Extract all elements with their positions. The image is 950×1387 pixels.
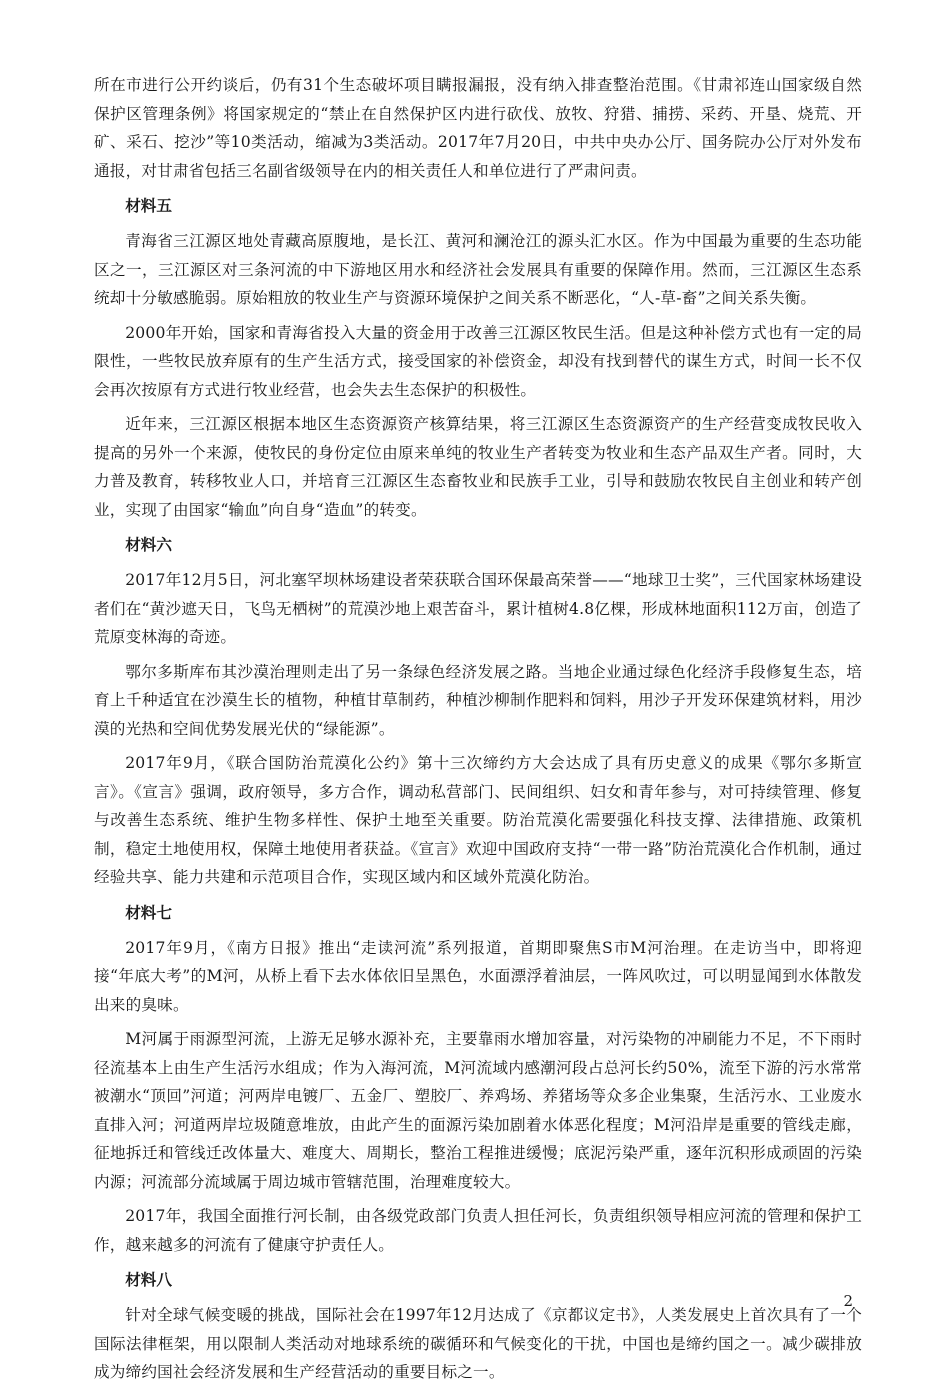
paragraph: 2017年12月5日，河北塞罕坝林场建设者荣获联合国环保最高荣誉——“地球卫士奖”，三代国家林场建设者们在“黄沙遮天日，飞鸟无栖树”的荒漠沙地上艰苦奋斗，累计植树4.8亿棵，形成林地面积112万亩，创造了荒原变林海的奇迹。	[94, 571, 862, 646]
paragraph: 近年来，三江源区根据本地区生态资源资产核算结果，将三江源区生态资源资产的生产经营变成牧民收入提高的另外一个来源，使牧民的身份定位由原来单纯的牧业生产者转变为牧业和生态产品双生产者。同时，大力普及教育，转移牧业人口，并培育三江源区生态畜牧业和民族手工业，引导和鼓励农牧民自主创业和转产创业，实现了由国家“输血”向自身“造血”的转变。	[94, 415, 862, 519]
paragraph-intro: 所在市进行公开约谈后，仍有31个生态破坏项目瞒报漏报，没有纳入排查整治范围。《甘肃祁连山国家级自然保护区管理条例》将国家规定的“禁止在自然保护区内进行砍伐、放牧、狩猎、捕捞、采药、开垦、烧荒、开矿、采石、挖沙”等10类活动，缩减为3类活动。2017年7月20日，中共中央办公厅、国务院办公厅对外发布通报，对甘肃省包括三名副省级领导在内的相关责任人和单位进行了严肃问责。	[94, 76, 862, 180]
page-number: 2	[843, 1292, 853, 1310]
paragraph: M河属于雨源型河流，上游无足够水源补充，主要靠雨水增加容量，对污染物的冲刷能力不足，不下雨时径流基本上由生产生活污水组成；作为入海河流，M河流域内感潮河段占总河长约50%，流至下游的污水常常被潮水“顶回”河道；河两岸电镀厂、五金厂、塑胶厂、养鸡场、养猪场等众多企业集聚，生活污水、工业废水直排入河；河道两岸垃圾随意堆放，由此产生的面源污染加剧着水体恶化程度；M河沿岸是重要的管线走廊，征地拆迁和管线迁改体量大、难度大、周期长，整治工程推进缓慢；底泥污染严重，逐年沉积形成顽固的污染内源；河流部分流域属于周边城市管辖范围，治理难度较大。	[94, 1030, 862, 1191]
paragraph: 鄂尔多斯库布其沙漠治理则走出了另一条绿色经济发展之路。当地企业通过绿色化经济手段修复生态，培育上千种适宜在沙漠生长的植物，种植甘草制药，种植沙柳制作肥料和饲料，用沙子开发环保建筑材料，用沙漠的光热和空间优势发展光伏的“绿能源”。	[94, 662, 862, 738]
heading-material-8: 材料八	[125, 1271, 172, 1289]
paragraph: 2017年9月，《南方日报》推出“走读河流”系列报道，首期即聚焦S市M河治理。在走访当中，即将迎接“年底大考”的M河，从桥上看下去水体依旧呈黑色，水面漂浮着油层，一阵风吹过，可以明显闻到水体散发出来的臭味。	[94, 938, 862, 1014]
heading-material-6: 材料六	[125, 536, 172, 554]
paragraph: 2017年9月，《联合国防治荒漠化公约》第十三次缔约方大会达成了具有历史意义的成果《鄂尔多斯宣言》。《宣言》强调，政府领导，多方合作，调动私营部门、民间组织、妇女和青年参与，对可持续管理、修复与改善生态系统、维护生物多样性、保护土地至关重要。防治荒漠化需要强化科技支撑、法律措施、政策机制，稳定土地使用权，保障土地使用者获益。《宣言》欢迎中国政府支持“一带一路”防治荒漠化合作机制，通过经验共享、能力共建和示范项目合作，实现区域内和区域外荒漠化防治。	[94, 754, 862, 886]
paragraph: 针对全球气候变暖的挑战，国际社会在1997年12月达成了《京都议定书》，人类发展史上首次具有了一个国际法律框架，用以限制人类活动对地球系统的碳循环和气候变化的干扰，中国也是缔约国之一。减少碳排放成为缔约国社会经济发展和生产经营活动的重要目标之一。	[94, 1306, 862, 1381]
paragraph: 2000年开始，国家和青海省投入大量的资金用于改善三江源区牧民生活。但是这种补偿方式也有一定的局限性，一些牧民放弃原有的生产生活方式，接受国家的补偿资金，却没有找到替代的谋生方式，时间一长不仅会再次按原有方式进行牧业经营，也会失去生态保护的积极性。	[94, 323, 862, 399]
paragraph: 2017年，我国全面推行河长制，由各级党政部门负责人担任河长，负责组织领导相应河流的管理和保护工作，越来越多的河流有了健康守护责任人。	[94, 1207, 862, 1254]
paragraph: 青海省三江源区地处青藏高原腹地，是长江、黄河和澜沧江的源头汇水区。作为中国最为重要的生态功能区之一，三江源区对三条河流的中下游地区用水和经济社会发展具有重要的保障作用。然而，三江源区生态系统却十分敏感脆弱。原始粗放的牧业生产与资源环境保护之间关系不断恶化，“人-草-畜”之间关系失衡。	[94, 232, 862, 307]
heading-material-7: 材料七	[125, 903, 172, 922]
heading-material-5: 材料五	[125, 197, 172, 215]
document-body	[94, 71, 862, 1387]
